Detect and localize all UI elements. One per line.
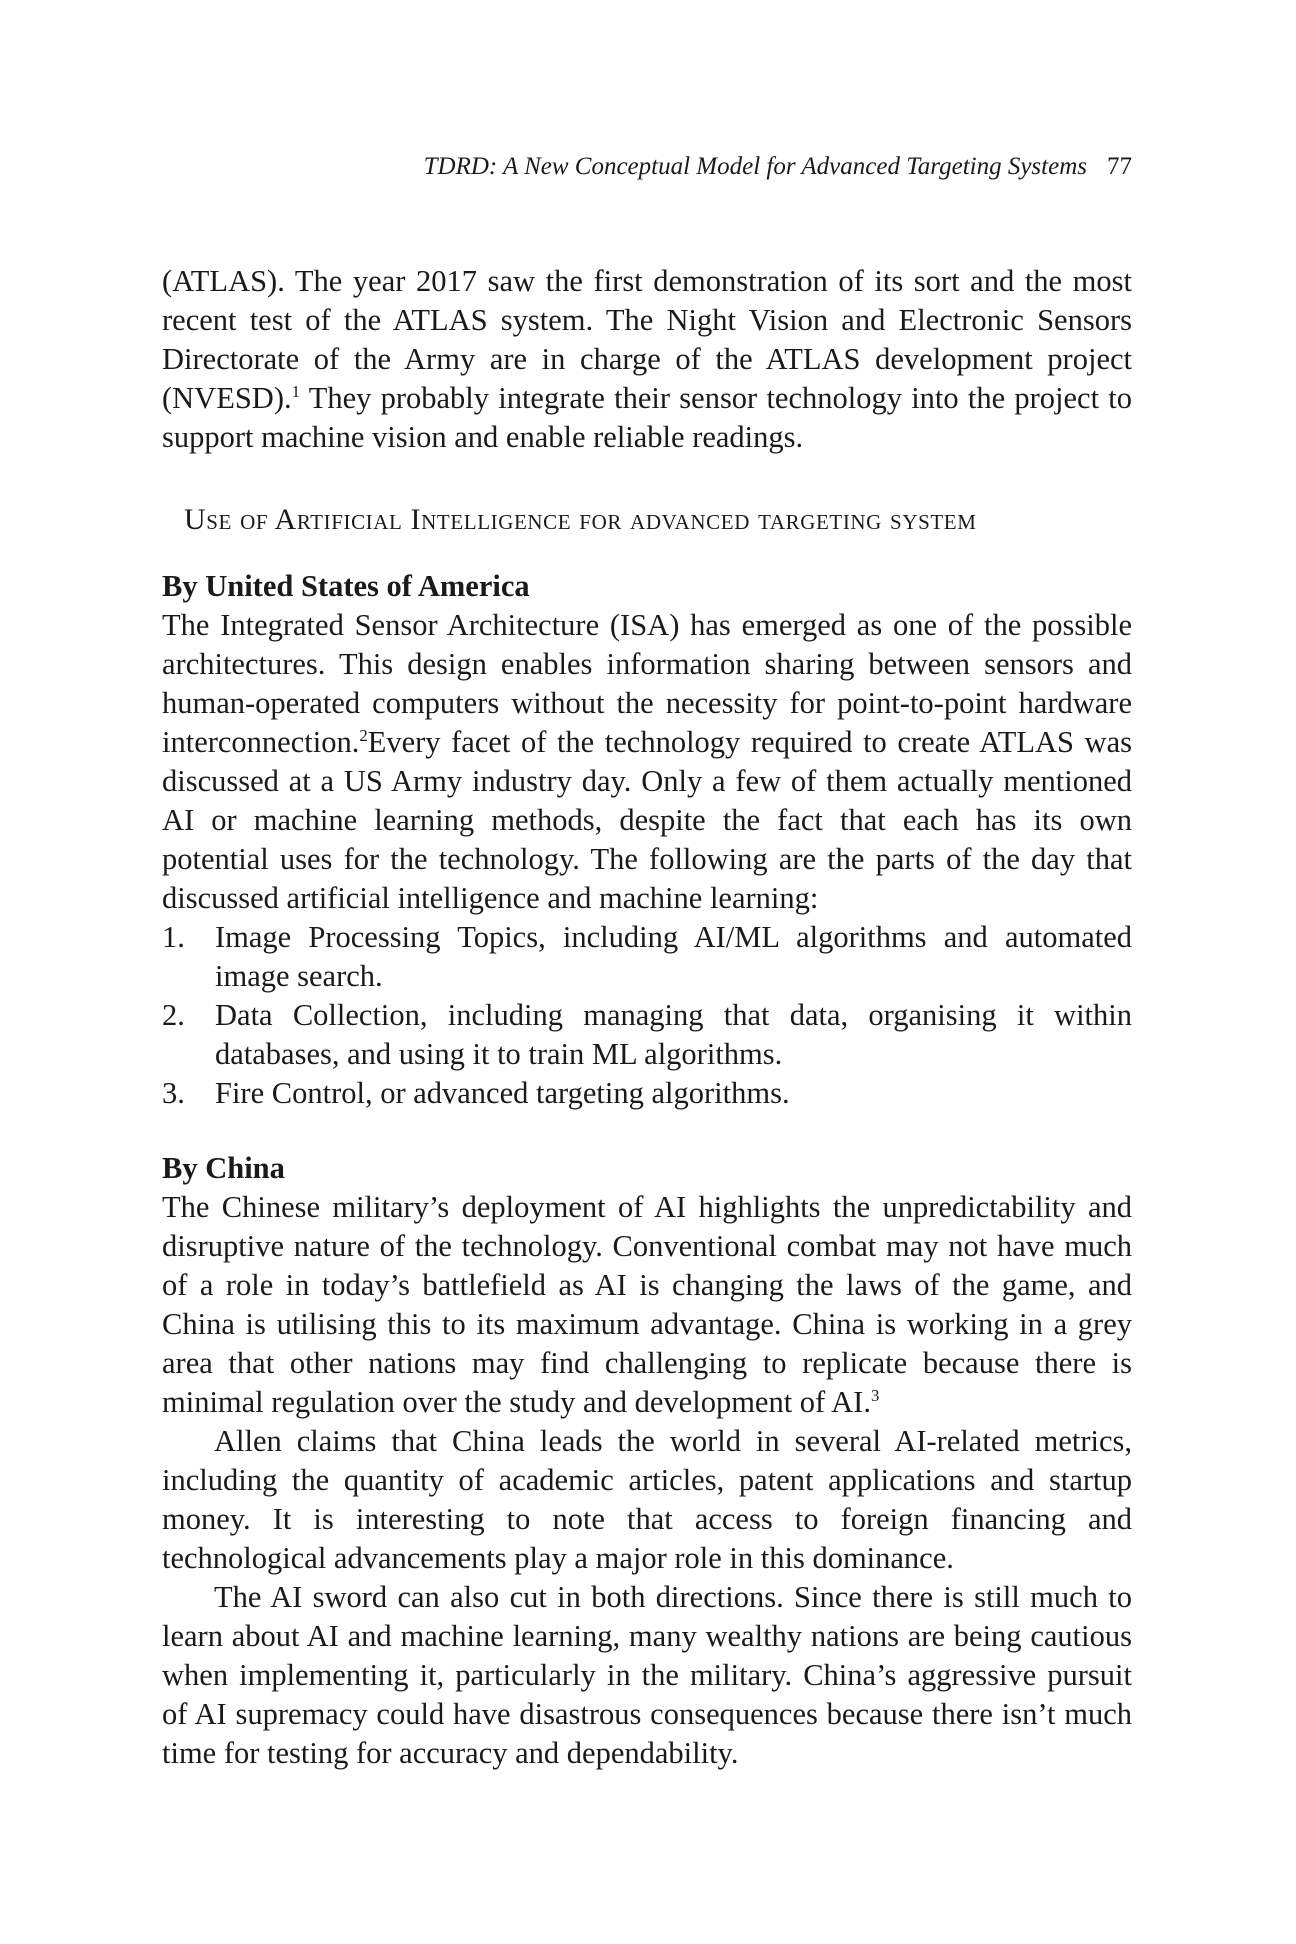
usa-paragraph	[162, 606, 1132, 918]
running-title: TDRD: A New Conceptual Model for Advanced Targeting Systems	[423, 153, 1087, 180]
footnote-ref-1[interactable]: 1	[291, 381, 301, 401]
china-text-1: The Chinese military’s deployment of AI highlights the unpredictability and disruptive nature of the technology. Conventional combat may not have much of a role in today’s battlefield as AI is changing the laws of the game, and China is utilising this to its maximum advantage. China is working in a grey area that other nations may find challenging to replicate because there is minimal regulation over the study and development of AI.	[162, 1190, 1132, 1419]
china-paragraph-2: Allen claims that China leads the world in several AI-related metrics, including the quantity of academic articles, patent applications and startup money. It is interesting to note that access to foreign financing and technological advancements play a major role in this dominance.	[162, 1424, 1132, 1575]
list-item-text: Fire Control, or advanced targeting algorithms.	[215, 1076, 790, 1110]
list-item-text: Image Processing Topics, including AI/ML algorithms and automated image search.	[215, 920, 1132, 993]
subheading-china: By China	[162, 1151, 285, 1185]
list-item-number: 3.	[162, 1076, 185, 1110]
ai-topics-list	[162, 918, 1132, 1113]
intro-paragraph	[162, 262, 1132, 457]
china-paragraph-1	[162, 1188, 1132, 1422]
list-item-number: 1.	[162, 920, 185, 954]
page-number: 77	[1107, 153, 1132, 180]
list-item-number: 2.	[162, 998, 185, 1032]
usa-text-b: Every facet of the technology required to create ATLAS was discussed at a US Army industry day. Only a few of them actually mentioned AI or machine learning methods, despite the fact that each has its own potential uses for the technology. The following are the parts of the day that discussed artificial intelligence and machine learning:	[162, 725, 1132, 915]
china-paragraph-3: The AI sword can also cut in both directions. Since there is still much to learn about AI and machine learning, many wealthy nations are being cautious when implementing it, particularly in the military. China’s aggressive pursuit of AI supremacy could have disastrous consequences because there isn’t much time for testing for accuracy and dependability.	[162, 1580, 1132, 1770]
body-text	[162, 262, 1132, 1773]
intro-text-b: They probably integrate their sensor technology into the project to support machine vision and enable reliable readings.	[162, 381, 1132, 454]
list-item	[162, 996, 1132, 1074]
footnote-ref-3[interactable]: 3	[870, 1385, 880, 1405]
list-item-text: Data Collection, including managing that data, organising it within databases, and using it to train ML algorithms.	[215, 998, 1132, 1071]
footnote-ref-2[interactable]: 2	[359, 725, 368, 745]
intro-text-a: (ATLAS). The year 2017 saw the first demonstration of its sort and the most recent test of the ATLAS system. The Night Vision and Electronic Sensors Directorate of the Army are in charge of the ATLAS development project (NVESD).	[162, 264, 1132, 415]
usa-text-a: The Integrated Sensor Architecture (ISA) has emerged as one of the possible architectures. This design enables information sharing between sensors and human-operated computers without the necessity for point-to-point hardware interconnection.	[162, 608, 1132, 759]
section-heading: Use of Artificial Intelligence for advanced targeting system	[184, 503, 977, 536]
subheading-usa: By United States of America	[162, 569, 530, 603]
running-header	[424, 150, 1132, 184]
list-item	[162, 1074, 1132, 1113]
list-item	[162, 918, 1132, 996]
